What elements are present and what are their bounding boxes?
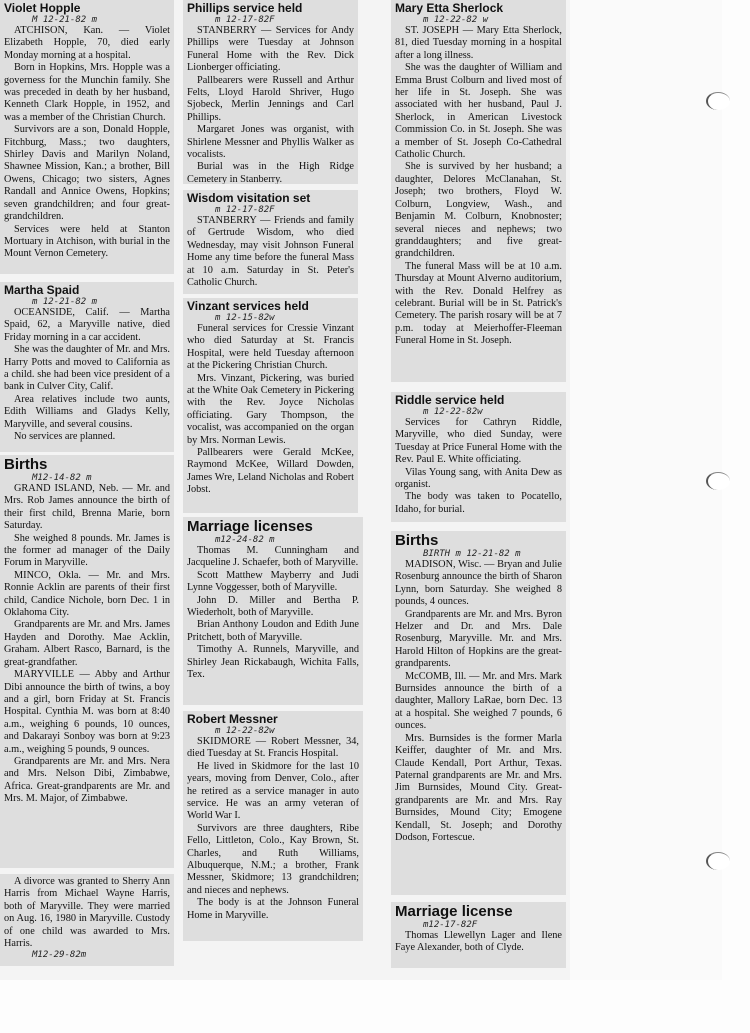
paragraph: A divorce was granted to Sherry Ann Harris from Michael Wayne Harris, both of Maryville. They were married on Aug. 16, 1980 in Maryville. Custody of one child was awarded to Mrs. Harris. <box>4 876 170 950</box>
paragraph: ATCHISON, Kan. — Violet Elizabeth Hopple, 70, died early Monday morning at a hospital. <box>4 25 170 61</box>
paragraph: STANBERRY — Friends and family of Gertrude Wisdom, who died Wednesday, may visit Johnson Funeral Home any time before the funeral Mass at 10 a.m. Saturday in St. Peter's Catholic Church. <box>187 215 354 289</box>
paragraph: She was the daughter of William and Emma Brust Colburn and lived most of her life in St. Joseph. She was associated with her husband, Paul J. Sherlock, in American Livestock Commission Co. in St. Joseph. She was a member of St. Joseph Co-Cathedral Catholic Church. <box>395 62 562 161</box>
clipping-title: Martha Spaid <box>4 283 80 297</box>
handwritten-date: m 12-22-82w <box>215 726 275 736</box>
paragraph: The body was taken to Pocatello, Idaho, for burial. <box>395 491 562 515</box>
punch-hole-icon <box>706 472 730 490</box>
paragraph: Grandparents are Mr. and Mrs. Byron Helzer and Dr. and Mrs. Dale Rosenburg, Maryville. Mr. and Mrs. Harold Hilton of Hopkins are the great-grandparents. <box>395 608 562 670</box>
punch-hole-icon <box>706 852 730 870</box>
handwritten-date: m 12-22-82w <box>423 407 483 417</box>
clipping-divorce <box>0 874 174 966</box>
paragraph: The body is at the Johnson Funeral Home in Maryville. <box>187 897 359 921</box>
clipping-phillips <box>183 0 358 184</box>
handwritten-date: m 12-17-82F <box>215 205 275 215</box>
handwritten-date: M12-29-82m <box>32 950 87 961</box>
paragraph: She is survived by her husband; a daughter, Delores McClanahan, St. Joseph; two brothers, Floyd W. Colburn, Longview, Wash., and Benjamin M. Colburn, Knobnoster; several nieces and nephews; two granddaughters; and five great-grandchildren. <box>395 161 562 260</box>
clipping-title: Mary Etta Sherlock <box>395 1 504 15</box>
paragraph: Survivors are a son, Donald Hopple, Fitchburg, Mass.; two daughters, Shirley Davis and Marilyn Noland, Shawnee Mission, Kan.; a brother, Bill Owens, Chicago; two sisters, Agnes Randall and Annice Owens, Hopkins; seven grandchildren; and four great-grandchildren. <box>4 124 170 223</box>
paragraph: Born in Hopkins, Mrs. Hopple was a governess for the Munchin family. She was preceded in death by her husband, Kenneth Clark Hopple, in 1952, and was a member of the Christian Church. <box>4 62 170 123</box>
clipping-title: Vinzant services held <box>187 299 309 313</box>
paragraph: Burial was in the High Ridge Cemetery in Stanberry. <box>187 161 354 184</box>
paragraph: GRAND ISLAND, Neb. — Mr. and Mrs. Rob James announce the birth of their first child, Brenna Marie, born Saturday. <box>4 483 170 532</box>
clipping-riddle <box>391 392 566 522</box>
handwritten-date: m 12-17-82F <box>215 15 275 25</box>
paragraph: MADISON, Wisc. — Bryan and Julie Rosenburg announce the birth of Sharon Lynn, born Saturday. She weighed 8 pounds, 4 ounces. <box>395 559 562 608</box>
clipping-births-right <box>391 531 566 895</box>
paragraph: Thomas Llewellyn Lager and Ilene Faye Alexander, both of Clyde. <box>395 930 562 954</box>
paragraph: Pallbearers were Russell and Arthur Felts, Lloyd Harold Shriver, Hugo Sjobeck, Merlin Jennings and Carl Phillips. <box>187 74 354 123</box>
paragraph: She weighed 8 pounds. Mr. James is the former ad manager of the Daily Forum in Maryville. <box>4 532 170 569</box>
handwritten-date: M 12-21-82 m <box>32 15 98 25</box>
clipping-title: Marriage license <box>395 903 513 920</box>
paragraph: Thomas M. Cunningham and Jacqueline J. Schaefer, both of Maryville. <box>187 545 359 569</box>
paragraph: MARYVILLE — Abby and Arthur Dibi announce the birth of twins, a boy and a girl, born Friday at St. Francis Hospital. Cynthia M. was born at 8:40 a.m., weighing 6 pounds, 10 ounces, and Dakarayi Sonboy was born at 9:23 a.m., weighing 5 pounds, 9 ounces. <box>4 669 170 755</box>
clipping-vinzant <box>183 298 358 513</box>
paragraph: Timothy A. Runnels, Maryville, and Shirley Jean Rickabaugh, Wichita Falls, Tex. <box>187 644 359 681</box>
paragraph: Services were held at Stanton Mortuary in Atchison, with burial in the Mount Vernon Cemetery. <box>4 223 170 260</box>
clipping-spaid <box>0 282 174 452</box>
clipping-sherlock <box>391 0 566 382</box>
paragraph: ST. JOSEPH — Mary Etta Sherlock, 81, died Tuesday morning in a hospital after a long illness. <box>395 25 562 61</box>
paragraph: Grandparents are Mr. and Mrs. James Hayden and Dorothy. Mae Acklin, Graham. Albert Rasco, Barnard, is the great-grandfather. <box>4 619 170 668</box>
paragraph: Area relatives include two aunts, Edith Williams and Gladys Kelly, Maryville, and several cousins. <box>4 393 170 430</box>
clipping-messner <box>183 711 363 941</box>
clipping-title: Wisdom visitation set <box>187 191 311 205</box>
paragraph: Margaret Jones was organist, with Shirlene Messner and Phyllis Walker as vocalists. <box>187 124 354 161</box>
handwritten-date: m 12-15-82w <box>215 313 275 323</box>
handwritten-date: M12-14-82 m <box>32 473 92 483</box>
clipping-title: Riddle service held <box>395 393 505 407</box>
paragraph: Services for Cathryn Riddle, Maryville, who died Sunday, were Tuesday at Price Funeral Home with the Rev. Paul E. White officiating. <box>395 417 562 466</box>
punch-hole-icon <box>706 92 730 110</box>
clipping-title: Marriage licenses <box>187 518 313 535</box>
paragraph: SKIDMORE — Robert Messner, 34, died Tuesday at St. Francis Hospital. <box>187 736 359 760</box>
paragraph: STANBERRY — Services for Andy Phillips were Tuesday at Johnson Funeral Home with the Rev. Dick Lionberger officiating. <box>187 25 354 74</box>
paragraph: MINCO, Okla. — Mr. and Mrs. Ronnie Acklin are parents of their first child, Candice Nichole, born Dec. 1 in Oklahoma City. <box>4 569 170 619</box>
paragraph: Scott Matthew Mayberry and Judi Lynne Voggesser, both of Maryville. <box>187 569 359 594</box>
clipping-title: Births <box>395 532 439 549</box>
handwritten-date: m12-17-82F <box>423 920 478 930</box>
handwritten-date: m12-24-82 m <box>215 535 275 545</box>
handwritten-date: BIRTH m 12-21-82 m <box>423 549 521 559</box>
handwritten-date: m 12-21-82 m <box>32 297 98 307</box>
paragraph: Mrs. Vinzant, Pickering, was buried at the White Oak Cemetery in Pickering with the Rev. Joyce Nicholas officiating. Gary Thompson, the vocalist, was accompanied on the organ by Mrs. Norman Lewis. <box>187 372 354 446</box>
paragraph: He lived in Skidmore for the last 10 years, moving from Denver, Colo., after he retired as a service manager in auto service. He was an army veteran of World War I. <box>187 760 359 822</box>
paragraph: The funeral Mass will be at 10 a.m. Thursday at Mount Alverno auditorium, with the Rev. Donald Helfrey as celebrant. Burial will be in St. Patrick's Cemetery. The parish rosary will be at 7 p.m. today at Meierhoffer-Fleeman Funeral Home in St. Joseph. <box>395 260 562 347</box>
paragraph: Survivors are three daughters, Ribe Fello, Littleton, Colo., Kay Brown, St. Charles, and Ruth Williams, Albuquerque, N.M.; a brother, Frank Messner, Skidmore; 13 grandchildren; and nieces and nephews. <box>187 822 359 896</box>
handwritten-date: m 12-22-82 w <box>423 15 489 25</box>
clipping-title: Phillips service held <box>187 1 303 15</box>
clipping-wisdom <box>183 190 358 294</box>
paragraph: Vilas Young sang, with Anita Dew as organist. <box>395 466 562 491</box>
paragraph: Mrs. Burnsides is the former Marla Keiffer, daughter of Mr. and Mrs. Claude Kendall, Port Arthur, Texas. Paternal grandparents are Mr. and Mrs. Jim Burnsides, Mound City. Great-grandparents are Mr. and Mrs. Ray Burnsides, Mound City; Emogene Kendall, St. Joseph; and Dorothy Dodson, Fortescue. <box>395 732 562 843</box>
paragraph: Pallbearers were Gerald McKee, Raymond McKee, Willard Dowden, James Wre, Leland Nicholas and Robert Jobst. <box>187 447 354 496</box>
page-margin <box>570 0 722 980</box>
clipping-title: Robert Messner <box>187 712 278 726</box>
paragraph: No services are planned. <box>14 431 116 443</box>
paragraph: John D. Miller and Bertha P. Wiederholt, both of Maryville. <box>187 594 359 619</box>
clipping-births-left <box>0 455 174 868</box>
paragraph: Grandparents are Mr. and Mrs. Nera and Mrs. Nelson Dibi, Zimbabwe, Africa. Great-grandparents are Mr. and Mrs. M. Major, of Zimbabwe. <box>4 755 170 805</box>
paragraph: OCEANSIDE, Calif. — Martha Spaid, 62, a Maryville native, died Friday morning in a car accident. <box>4 307 170 343</box>
paragraph: Funeral services for Cressie Vinzant who died Saturday at St. Francis Hospital, were held Tuesday afternoon at the Pickering Christian Church. <box>187 323 354 372</box>
clipping-hopple <box>0 0 174 274</box>
clipping-title: Births <box>4 456 48 473</box>
clipping-marriage-licenses <box>183 517 363 705</box>
clipping-title: Violet Hopple <box>4 1 81 15</box>
paragraph: Brian Anthony Loudon and Edith June Pritchett, both of Maryville. <box>187 619 359 643</box>
clipping-marriage-license <box>391 902 566 968</box>
paragraph: McCOMB, Ill. — Mr. and Mrs. Mark Burnsides announce the birth of a daughter, Mallory LaRae, born Dec. 13 at a hospital. She weighed 7 pounds, 6 ounces. <box>395 670 562 732</box>
paragraph: She was the daughter of Mr. and Mrs. Harry Potts and moved to California as a child. she had been vice president of a bank in Culver City, Calif. <box>4 344 170 393</box>
